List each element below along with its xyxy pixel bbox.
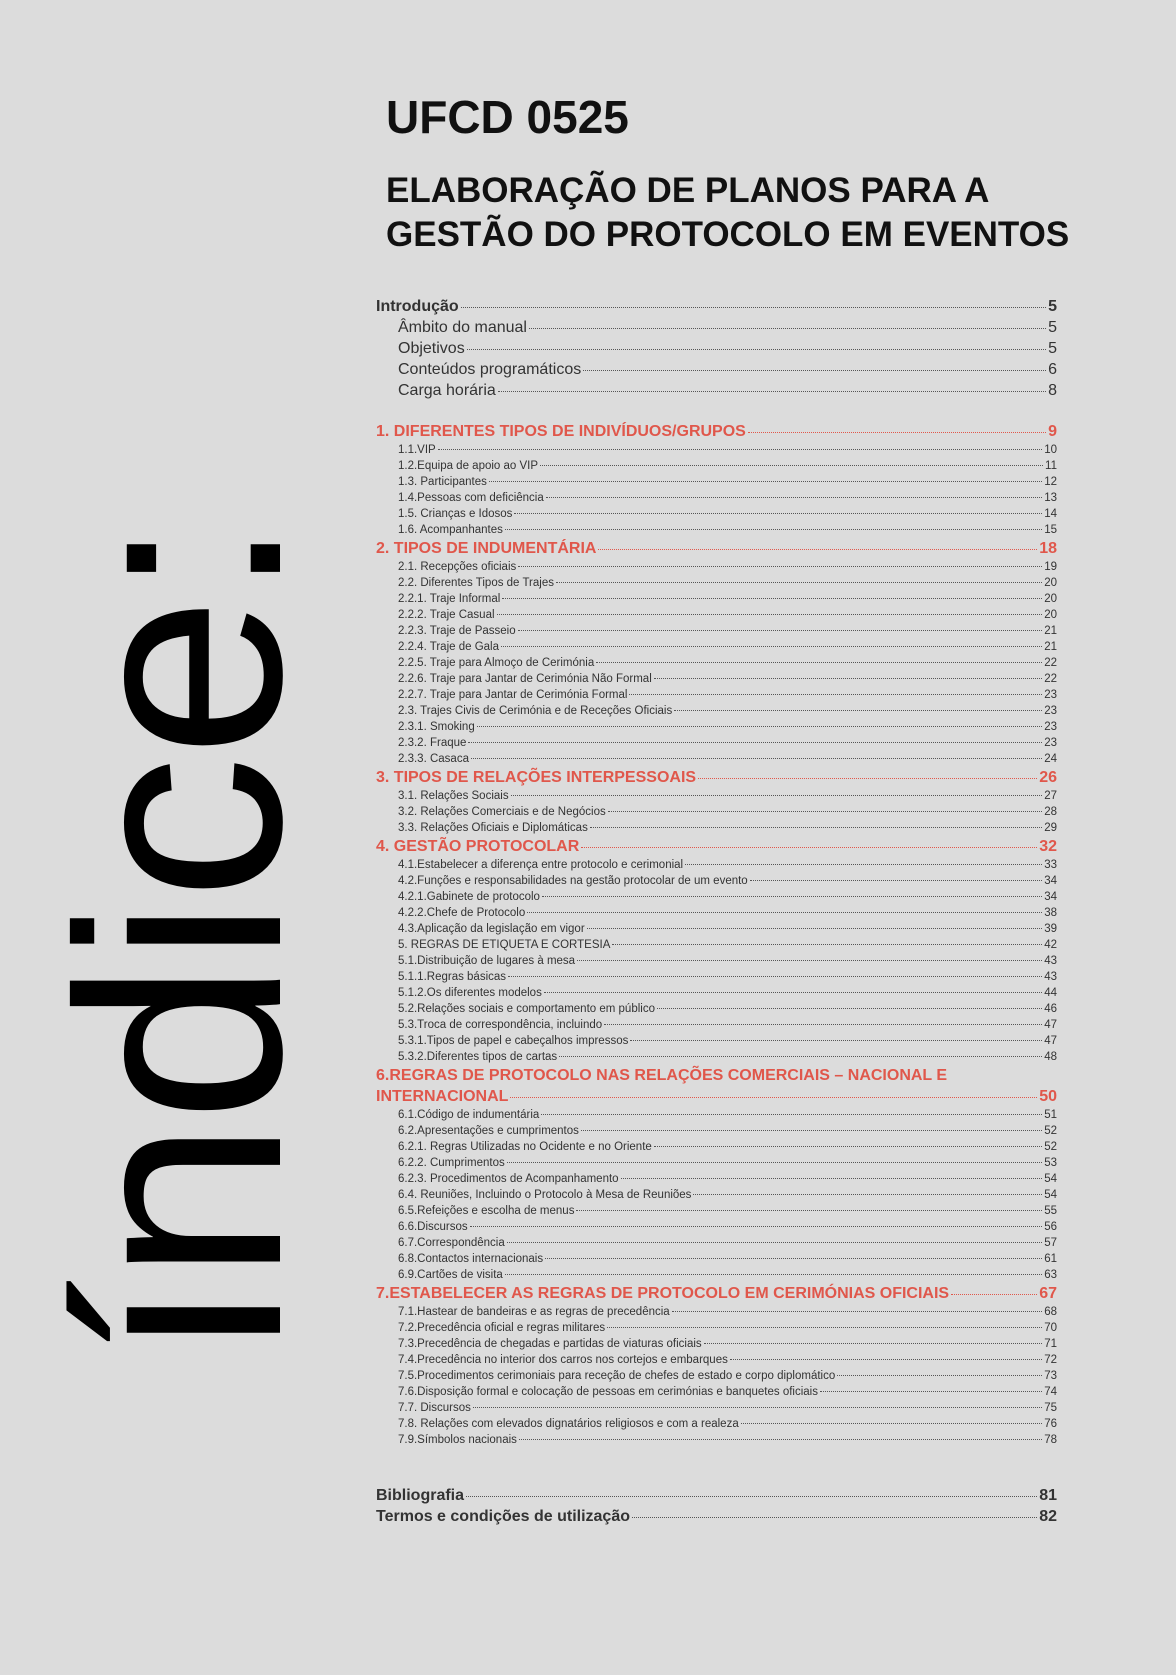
- toc-page-number: 20: [1044, 593, 1057, 605]
- dot-leader: [559, 1056, 1042, 1057]
- toc-section-item[interactable]: [376, 476, 1057, 492]
- toc-page-number: 54: [1044, 1173, 1057, 1185]
- course-title-line-2: GESTÃO DO PROTOCOLO EM EVENTOS: [386, 215, 1070, 255]
- dot-leader: [508, 976, 1042, 977]
- toc-section-item[interactable]: [376, 790, 1057, 806]
- toc-entry-label: 2. TIPOS DE INDUMENTÁRIA: [376, 540, 597, 557]
- dot-leader: [632, 1517, 1037, 1518]
- toc-entry-label: Termos e condições de utilização: [376, 1508, 630, 1525]
- toc-ending-item[interactable]: [376, 1487, 1057, 1508]
- toc-page-number: 72: [1044, 1354, 1057, 1366]
- toc-entry-label: Âmbito do manual: [398, 319, 527, 336]
- toc-entry-label: 5.3.1.Tipos de papel e cabeçalhos impressos: [398, 1035, 629, 1047]
- dot-leader: [468, 742, 1042, 743]
- dot-leader: [608, 811, 1042, 812]
- toc-section-item[interactable]: [376, 1370, 1057, 1386]
- toc-section-item[interactable]: [376, 1306, 1057, 1322]
- toc-section-item[interactable]: [376, 1051, 1057, 1067]
- dot-leader: [510, 1097, 1037, 1098]
- toc-entry-label: 4.1.Estabelecer a diferença entre protocolo e cerimonial: [398, 859, 684, 871]
- toc-section-item[interactable]: [376, 524, 1057, 540]
- dot-leader: [473, 1407, 1042, 1408]
- dot-leader: [596, 662, 1042, 663]
- dot-leader: [587, 928, 1043, 929]
- toc-intro-item[interactable]: [376, 319, 1057, 340]
- toc-section-item[interactable]: [376, 1035, 1057, 1051]
- toc-entry-label: 6.5.Refeições e escolha de menus: [398, 1205, 575, 1217]
- toc-entry-label: 2.2.4. Traje de Gala: [398, 641, 500, 653]
- toc-page-number: 26: [1039, 769, 1057, 786]
- toc-page-number: 53: [1044, 1157, 1057, 1169]
- toc-page-number: 75: [1044, 1402, 1057, 1414]
- toc-page-number: 38: [1044, 907, 1057, 919]
- toc-page-number: 74: [1044, 1386, 1057, 1398]
- dot-leader: [505, 529, 1042, 530]
- toc-entry-label: 7.ESTABELECER AS REGRAS DE PROTOCOLO EM CERIMÓNIAS OFICIAIS: [376, 1285, 950, 1302]
- toc-chapter-heading[interactable]: [376, 540, 1057, 561]
- toc-page-number: 15: [1044, 524, 1057, 536]
- toc-page-number: 47: [1044, 1035, 1057, 1047]
- toc-section-item[interactable]: [376, 891, 1057, 907]
- toc-entry-label: 6.4. Reuniões, Incluindo o Protocolo à Mesa de Reuniões: [398, 1189, 692, 1201]
- toc-section-item[interactable]: [376, 657, 1057, 673]
- toc-entry-label: 5.1.2.Os diferentes modelos: [398, 987, 542, 999]
- dot-leader: [529, 328, 1046, 329]
- toc-chapter-heading-line[interactable]: 6.REGRAS DE PROTOCOLO NAS RELAÇÕES COMERCIAIS – NACIONAL E: [376, 1067, 948, 1084]
- toc-page-number: 52: [1044, 1141, 1057, 1153]
- spacer: [376, 1450, 1057, 1487]
- toc-page-number: 39: [1044, 923, 1057, 935]
- dot-leader: [527, 912, 1042, 913]
- toc-page-number: 6: [1048, 361, 1057, 378]
- toc-chapter-heading[interactable]: [376, 423, 1057, 444]
- toc-entry-label: 6.8.Contactos internacionais: [398, 1253, 544, 1265]
- toc-entry-label: 2.2.2. Traje Casual: [398, 609, 495, 621]
- side-title: [18, 519, 342, 1361]
- toc-entry-label: 7.1.Hastear de bandeiras e as regras de precedência: [398, 1306, 670, 1318]
- toc-section-item[interactable]: [376, 625, 1057, 641]
- dot-leader: [598, 549, 1037, 550]
- toc-entry-label: 3.3. Relações Oficiais e Diplomáticas: [398, 822, 588, 834]
- toc-page-number: 23: [1044, 705, 1057, 717]
- toc-page-number: 27: [1044, 790, 1057, 802]
- toc-section-item[interactable]: [376, 593, 1057, 609]
- toc-entry-label: 6.1.Código de indumentária: [398, 1109, 540, 1121]
- table-of-contents: [376, 298, 1057, 1529]
- toc-entry-label: 2.3.2. Fraque: [398, 737, 467, 749]
- dot-leader: [730, 1359, 1042, 1360]
- toc-page-number: 33: [1044, 859, 1057, 871]
- dot-leader: [514, 513, 1042, 514]
- toc-section-item[interactable]: [376, 609, 1057, 625]
- dot-leader: [590, 827, 1042, 828]
- toc-chapter-heading[interactable]: [376, 838, 1057, 859]
- course-code: UFCD 0525: [386, 91, 629, 143]
- toc-page-number: 29: [1044, 822, 1057, 834]
- toc-intro-heading[interactable]: [376, 298, 1057, 319]
- spacer: [376, 403, 1057, 423]
- toc-section-item[interactable]: [376, 1322, 1057, 1338]
- toc-section-item[interactable]: [376, 1253, 1057, 1269]
- toc-section-item[interactable]: [376, 971, 1057, 987]
- toc-section-item[interactable]: [376, 460, 1057, 476]
- toc-section-item[interactable]: [376, 939, 1057, 955]
- toc-entry-label: 4.2.2.Chefe de Protocolo: [398, 907, 526, 919]
- toc-entry-label: 5. REGRAS DE ETIQUETA E CORTESIA: [398, 939, 611, 951]
- toc-section-item[interactable]: [376, 1189, 1057, 1205]
- toc-entry-label: Objetivos: [398, 340, 465, 357]
- dot-leader: [674, 710, 1042, 711]
- toc-section-item[interactable]: [376, 753, 1057, 769]
- toc-entry-label: 2.1. Recepções oficiais: [398, 561, 517, 573]
- toc-section-item[interactable]: [376, 1418, 1057, 1434]
- toc-entry-label: 7.2.Precedência oficial e regras militares: [398, 1322, 606, 1334]
- toc-section-item[interactable]: [376, 737, 1057, 753]
- toc-entry-label: 4.2.Funções e responsabilidades na gestão protocolar de um evento: [398, 875, 748, 887]
- dot-leader: [466, 1496, 1037, 1497]
- toc-page-number: 46: [1044, 1003, 1057, 1015]
- dot-leader: [748, 432, 1046, 433]
- toc-entry-label: 5.1.Distribuição de lugares à mesa: [398, 955, 576, 967]
- dot-leader: [951, 1294, 1037, 1295]
- toc-section-item[interactable]: [376, 859, 1057, 875]
- toc-page-number: 21: [1044, 641, 1057, 653]
- toc-entry-label: 6.2.2. Cumprimentos: [398, 1157, 505, 1169]
- toc-entry-label: 6.9.Cartões de visita: [398, 1269, 503, 1281]
- toc-section-item[interactable]: [376, 1003, 1057, 1019]
- dot-leader: [497, 614, 1043, 615]
- toc-intro-item[interactable]: [376, 340, 1057, 361]
- toc-section-item[interactable]: [376, 508, 1057, 524]
- dot-leader: [837, 1375, 1042, 1376]
- toc-section-item[interactable]: [376, 806, 1057, 822]
- toc-entry-label: 1. DIFERENTES TIPOS DE INDIVÍDUOS/GRUPOS: [376, 423, 746, 440]
- toc-intro-item[interactable]: [376, 361, 1057, 382]
- toc-entry-label: 5.3.Troca de correspondência, incluindo: [398, 1019, 603, 1031]
- toc-page-number: 22: [1044, 657, 1057, 669]
- toc-entry-label: 5.2.Relações sociais e comportamento em público: [398, 1003, 655, 1015]
- toc-page-number: 51: [1044, 1109, 1057, 1121]
- toc-entry-label: 2.2.5. Traje para Almoço de Cerimónia: [398, 657, 595, 669]
- toc-entry-label: 1.3. Participantes: [398, 476, 487, 488]
- dot-leader: [612, 944, 1042, 945]
- toc-entry-label: 1.4.Pessoas com deficiência: [398, 492, 544, 504]
- toc-page-number: 61: [1044, 1253, 1057, 1265]
- toc-section-item[interactable]: [376, 1157, 1057, 1173]
- dot-leader: [540, 465, 1043, 466]
- toc-page-number: 23: [1044, 737, 1057, 749]
- toc-entry-label: 4.2.1.Gabinete de protocolo: [398, 891, 540, 903]
- toc-entry-label: 2.2.7. Traje para Jantar de Cerimónia Formal: [398, 689, 628, 701]
- toc-entry-label: 2.3.1. Smoking: [398, 721, 475, 733]
- dot-leader: [541, 1114, 1042, 1115]
- toc-page-number: 43: [1044, 955, 1057, 967]
- side-title-text: índice:: [18, 519, 342, 1361]
- dot-leader: [511, 795, 1043, 796]
- toc-entry-label: 1.2.Equipa de apoio ao VIP: [398, 460, 539, 472]
- toc-page-number: 34: [1044, 891, 1057, 903]
- dot-leader: [820, 1391, 1042, 1392]
- toc-section-item[interactable]: [376, 1434, 1057, 1450]
- toc-entry-label: 4. GESTÃO PROTOCOLAR: [376, 838, 580, 855]
- toc-section-item[interactable]: [376, 875, 1057, 891]
- toc-section-item[interactable]: [376, 1386, 1057, 1402]
- toc-page-number: 67: [1039, 1285, 1057, 1302]
- dot-leader: [604, 1024, 1042, 1025]
- toc-page-number: 68: [1044, 1306, 1057, 1318]
- toc-entry-label: 4.3.Aplicação da legislação em vigor: [398, 923, 585, 935]
- dot-leader: [657, 1008, 1042, 1009]
- dot-leader: [498, 391, 1046, 392]
- toc-section-item[interactable]: [376, 689, 1057, 705]
- dot-leader: [518, 630, 1043, 631]
- toc-entry-label: 5.1.1.Regras básicas: [398, 971, 507, 983]
- course-title: [386, 169, 1086, 259]
- toc-entry-label: 7.5.Procedimentos cerimoniais para receção de chefes de estado e corpo diplomático: [398, 1370, 836, 1382]
- dot-leader: [581, 847, 1037, 848]
- toc-chapter-heading[interactable]: [376, 1088, 1057, 1109]
- toc-page-number: 22: [1044, 673, 1057, 685]
- toc-page-number: 21: [1044, 625, 1057, 637]
- toc-page-number: 52: [1044, 1125, 1057, 1137]
- document-header: [386, 92, 1086, 258]
- dot-leader: [704, 1343, 1043, 1344]
- toc-entry-label: Conteúdos programáticos: [398, 361, 582, 378]
- dot-leader: [581, 1130, 1042, 1131]
- toc-section-item[interactable]: [376, 1237, 1057, 1253]
- dot-leader: [544, 992, 1042, 993]
- toc-section-item[interactable]: [376, 561, 1057, 577]
- toc-page-number: 34: [1044, 875, 1057, 887]
- toc-page-number: 19: [1044, 561, 1057, 573]
- toc-entry-label: 6.2.3. Procedimentos de Acompanhamento: [398, 1173, 619, 1185]
- toc-section-item[interactable]: [376, 492, 1057, 508]
- toc-section-item[interactable]: [376, 577, 1057, 593]
- toc-section-item[interactable]: [376, 1205, 1057, 1221]
- dot-leader: [518, 566, 1042, 567]
- toc-entry-label: 1.5. Crianças e Idosos: [398, 508, 513, 520]
- dot-leader: [741, 1423, 1042, 1424]
- toc-section-item[interactable]: [376, 1269, 1057, 1285]
- dot-leader: [576, 1210, 1042, 1211]
- toc-entry-label: 6.7.Correspondência: [398, 1237, 505, 1249]
- toc-page-number: 5: [1048, 298, 1057, 315]
- toc-entry-label: 7.6.Disposição formal e colocação de pessoas em cerimónias e banquetes oficiais: [398, 1386, 818, 1398]
- toc-section-item[interactable]: [376, 1221, 1057, 1237]
- toc-page-number: 54: [1044, 1189, 1057, 1201]
- toc-chapter-heading[interactable]: [376, 769, 1057, 790]
- toc-page-number: 50: [1039, 1088, 1057, 1105]
- toc-section-item[interactable]: [376, 1354, 1057, 1370]
- toc-section-item[interactable]: [376, 1125, 1057, 1141]
- toc-page-number: 9: [1048, 423, 1057, 440]
- dot-leader: [470, 1226, 1043, 1227]
- toc-entry-label: 6.6.Discursos: [398, 1221, 468, 1233]
- toc-entry-label: Bibliografia: [376, 1487, 465, 1504]
- toc-page-number: 63: [1044, 1269, 1057, 1281]
- toc-page-number: 23: [1044, 689, 1057, 701]
- dot-leader: [505, 1274, 1042, 1275]
- toc-page-number: 24: [1044, 753, 1057, 765]
- toc-entry-label: 3.2. Relações Comerciais e de Negócios: [398, 806, 606, 818]
- toc-section-item[interactable]: [376, 673, 1057, 689]
- toc-page-number: 78: [1044, 1434, 1057, 1446]
- toc-section-item[interactable]: [376, 1141, 1057, 1157]
- toc-section-item[interactable]: [376, 923, 1057, 939]
- dot-leader: [471, 758, 1042, 759]
- dot-leader: [607, 1327, 1042, 1328]
- toc-entry-label: Carga horária: [398, 382, 496, 399]
- toc-entry-label: 6.2.Apresentações e cumprimentos: [398, 1125, 579, 1137]
- toc-section-item[interactable]: [376, 822, 1057, 838]
- toc-intro-item[interactable]: [376, 382, 1057, 403]
- toc-entry-label: 5.3.2.Diferentes tipos de cartas: [398, 1051, 558, 1063]
- toc-entry-label: 6.2.1. Regras Utilizadas no Ocidente e no Oriente: [398, 1141, 652, 1153]
- toc-section-item[interactable]: [376, 907, 1057, 923]
- toc-entry-label: 7.8. Relações com elevados dignatários religiosos e com a realeza: [398, 1418, 739, 1430]
- dot-leader: [461, 307, 1046, 308]
- toc-entry-label: 2.2.1. Traje Informal: [398, 593, 501, 605]
- toc-page-number: 76: [1044, 1418, 1057, 1430]
- dot-leader: [654, 1146, 1042, 1147]
- toc-page-number: 81: [1039, 1487, 1057, 1504]
- dot-leader: [519, 1439, 1042, 1440]
- toc-entry-label: INTERNACIONAL: [376, 1088, 509, 1105]
- dot-leader: [583, 370, 1046, 371]
- toc-chapter-heading[interactable]: [376, 1285, 1057, 1306]
- toc-section-item[interactable]: [376, 987, 1057, 1003]
- toc-entry-label: Introdução: [376, 298, 459, 315]
- toc-ending-item[interactable]: [376, 1508, 1057, 1529]
- toc-page-number: 20: [1044, 609, 1057, 621]
- dot-leader: [507, 1162, 1042, 1163]
- dot-leader: [685, 864, 1042, 865]
- dot-leader: [507, 1242, 1042, 1243]
- dot-leader: [477, 726, 1042, 727]
- toc-section-item[interactable]: [376, 721, 1057, 737]
- toc-section-item[interactable]: [376, 641, 1057, 657]
- toc-page-number: 8: [1048, 382, 1057, 399]
- toc-entry-label: 3. TIPOS DE RELAÇÕES INTERPESSOAIS: [376, 769, 697, 786]
- dot-leader: [629, 694, 1042, 695]
- toc-section-item[interactable]: [376, 1338, 1057, 1354]
- toc-page-number: 28: [1044, 806, 1057, 818]
- toc-section-item[interactable]: [376, 1109, 1057, 1125]
- dot-leader: [546, 497, 1042, 498]
- toc-entry-label: 1.1.VIP: [398, 444, 436, 456]
- course-title-line-1: ELABORAÇÃO DE PLANOS PARA A: [386, 170, 990, 210]
- toc-page-number: 82: [1039, 1508, 1057, 1525]
- toc-page-number: 57: [1044, 1237, 1057, 1249]
- toc-entry-label: 2.3. Trajes Civis de Cerimónia e de Receções Oficiais: [398, 705, 673, 717]
- toc-entry-label: 2.2.3. Traje de Passeio: [398, 625, 516, 637]
- toc-section-item[interactable]: [376, 1173, 1057, 1189]
- toc-entry-label: 7.4.Precedência no interior dos carros nos cortejos e embarques: [398, 1354, 728, 1366]
- toc-page-number: 44: [1044, 987, 1057, 999]
- toc-page-number: 47: [1044, 1019, 1057, 1031]
- toc-page-number: 23: [1044, 721, 1057, 733]
- toc-page-number: 5: [1048, 319, 1057, 336]
- dot-leader: [577, 960, 1042, 961]
- dot-leader: [693, 1194, 1042, 1195]
- toc-entry-label: 1.6. Acompanhantes: [398, 524, 503, 536]
- toc-section-item[interactable]: [376, 1019, 1057, 1035]
- dot-leader: [556, 582, 1042, 583]
- dot-leader: [621, 1178, 1043, 1179]
- toc-page-number: 32: [1039, 838, 1057, 855]
- toc-page-number: 5: [1048, 340, 1057, 357]
- toc-page-number: 12: [1044, 476, 1057, 488]
- toc-section-item[interactable]: [376, 444, 1057, 460]
- dot-leader: [630, 1040, 1042, 1041]
- toc-page-number: 56: [1044, 1221, 1057, 1233]
- toc-page-number: 55: [1044, 1205, 1057, 1217]
- dot-leader: [438, 449, 1042, 450]
- dot-leader: [489, 481, 1042, 482]
- toc-page-number: 11: [1045, 460, 1057, 472]
- dot-leader: [501, 646, 1042, 647]
- toc-page-number: 14: [1044, 508, 1057, 520]
- toc-entry-label: 7.7. Discursos: [398, 1402, 471, 1414]
- toc-entry-label: 2.2. Diferentes Tipos de Trajes: [398, 577, 554, 589]
- dot-leader: [698, 778, 1037, 779]
- toc-entry-label: 3.1. Relações Sociais: [398, 790, 509, 802]
- dot-leader: [542, 896, 1042, 897]
- toc-page-number: 20: [1044, 577, 1057, 589]
- toc-page-number: 42: [1044, 939, 1057, 951]
- toc-section-item[interactable]: [376, 955, 1057, 971]
- toc-section-item[interactable]: [376, 705, 1057, 721]
- toc-entry-label: 2.2.6. Traje para Jantar de Cerimónia Não Formal: [398, 673, 652, 685]
- dot-leader: [467, 349, 1046, 350]
- toc-page-number: 13: [1044, 492, 1057, 504]
- dot-leader: [672, 1311, 1043, 1312]
- toc-page-number: 70: [1044, 1322, 1057, 1334]
- toc-page-number: 71: [1044, 1338, 1057, 1350]
- toc-page-number: 10: [1044, 444, 1057, 456]
- toc-entry-label: 2.3.3. Casaca: [398, 753, 469, 765]
- dot-leader: [502, 598, 1042, 599]
- dot-leader: [545, 1258, 1042, 1259]
- toc-page-number: 48: [1044, 1051, 1057, 1063]
- toc-entry-label: 7.9.Símbolos nacionais: [398, 1434, 517, 1446]
- dot-leader: [750, 880, 1043, 881]
- toc-page-number: 18: [1039, 540, 1057, 557]
- toc-page-number: 43: [1044, 971, 1057, 983]
- toc-entry-label: 7.3.Precedência de chegadas e partidas de viaturas oficiais: [398, 1338, 702, 1350]
- dot-leader: [654, 678, 1042, 679]
- toc-section-item[interactable]: [376, 1402, 1057, 1418]
- toc-page-number: 73: [1044, 1370, 1057, 1382]
